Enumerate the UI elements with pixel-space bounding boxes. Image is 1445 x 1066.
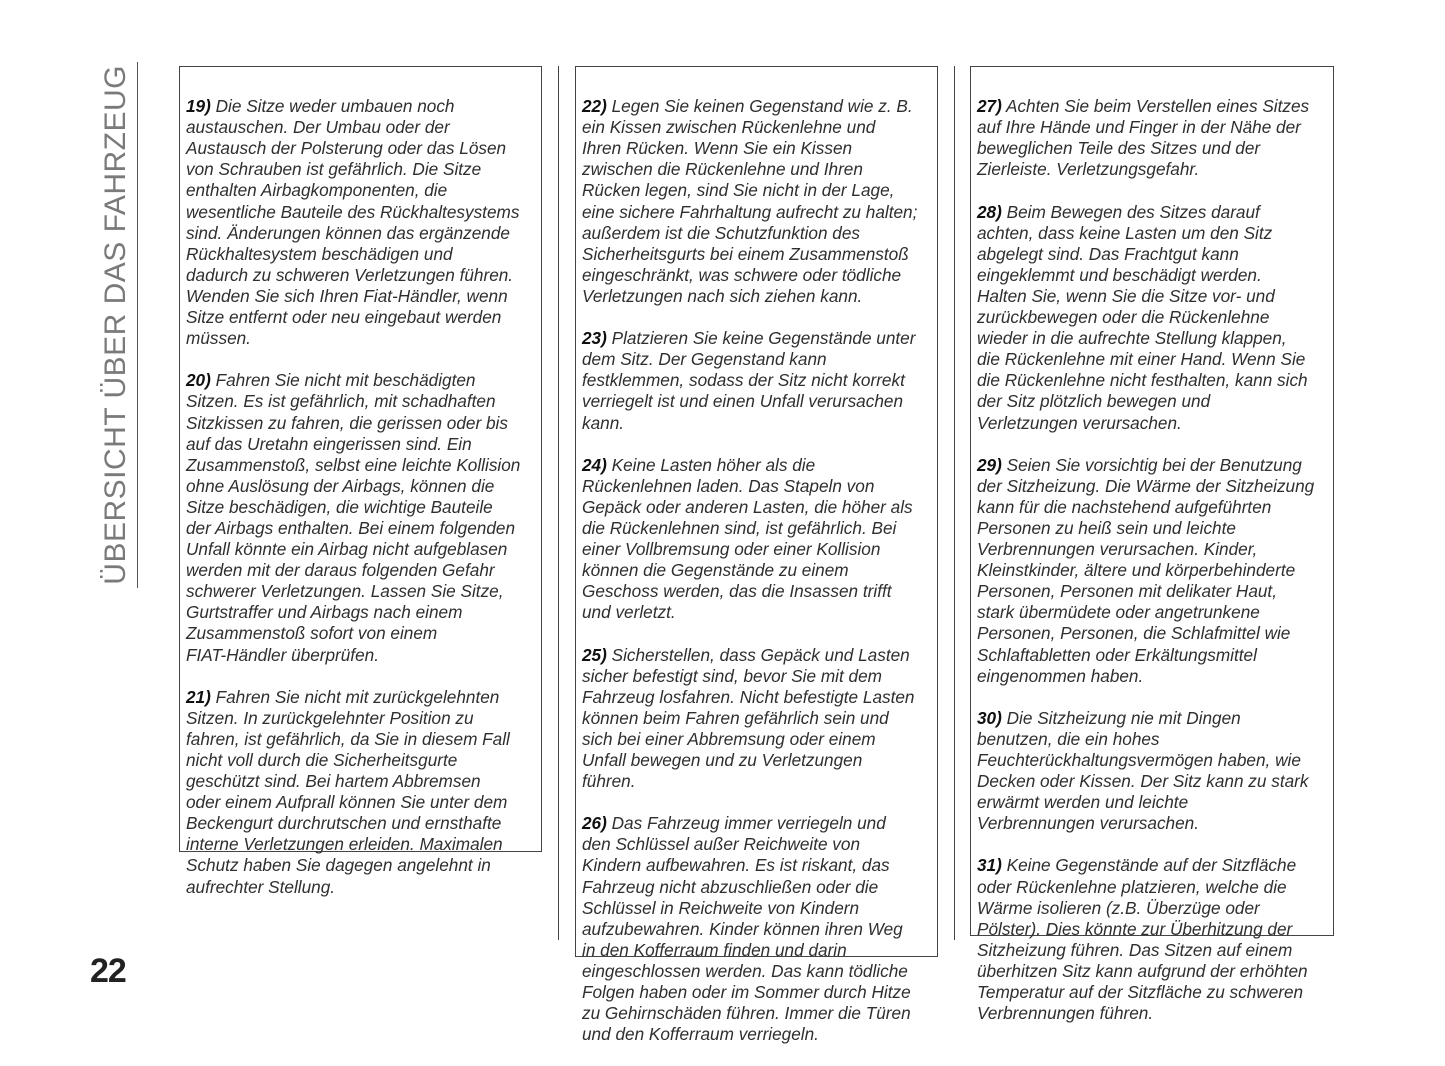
warning-text: Die Sitzheizung nie mit Dingen benutzen, die ein hohes Feuchterückhaltungsvermögen haben, wie Decken oder Kissen. Der Sitz kann zu stark erwärmt werden und leichte Verbrennungen verursachen. [977,707,1309,834]
warning-number: 24) [582,454,607,475]
warning-item-20 [186,370,535,665]
page-number: 22 [90,952,126,990]
warning-item-25 [582,645,931,793]
warning-number: 22) [582,96,607,117]
warning-text: Achten Sie beim Verstellen eines Sitzes auf Ihre Hände und Finger in der Nähe der beweglichen Teile des Sitzes und der Zierleiste. Verletzungsgefahr. [977,96,1310,180]
warning-text: Fahren Sie nicht mit beschädigten Sitzen. Es ist gefährlich, mit schadhaften Sitzkissen zu fahren, die gerissen oder bis auf das Uretahn eingerissen sind. Ein Zusammenstoß, selbst eine leichte Kollision ohne Auslösung der Airbags, können die Sitze beschädigen, die wichtige Bauteile der Airbags enthalten. Bei einem folgenden Unfall könnte ein Airbag nicht aufgeblasen werden mit der daraus folgenden Gefahr schwerer Verletzungen. Lassen Sie Sitze, Gurtstraffer und Airbags nach einem Zusammenstoß sofort von einem FIAT-Händler überprüfen. [186,370,521,665]
warning-number: 29) [977,454,1002,475]
warning-text: Keine Lasten höher als die Rückenlehnen laden. Das Stapeln von Gepäck oder anderen Lasten, die höher als die Rückenlehnen sind, ist gefährlich. Bei einer Vollbremsung oder einer Kollision können die Gegenstände zu einem Geschoss werden, das die Insassen trifft und verletzt. [582,454,913,623]
warning-text: Fahren Sie nicht mit zurückgelehnten Sitzen. In zurückgelehnter Position zu fahren, ist gefährlich, da Sie in diesem Fall nicht voll durch die Sicherheitsgurte geschützt sind. Bei hartem Abbremsen oder einem Aufprall können Sie unter dem Beckengurt durchrutschen und ernsthafte interne Verletzungen erleiden. Maximalen Schutz haben Sie dagegen angelehnt in aufrechter Stellung. [186,686,510,897]
warning-item-31 [977,855,1327,1024]
warning-box-column-2 [575,66,938,1045]
section-title-vertical [92,62,140,588]
warning-list [582,75,931,1066]
warning-number: 19) [186,96,211,117]
column-divider-2 [954,66,955,940]
warning-text: Sicherstellen, dass Gepäck und Lasten sicher befestigt sind, bevor Sie mit dem Fahrzeug losfahren. Nicht befestigte Lasten können beim Fahren gefährlich sein und sich bei einer Abbremsung oder einem Unfall bewegen und zu Verletzungen führen. [582,644,915,792]
warning-number: 31) [977,855,1002,876]
warning-text: Legen Sie keinen Gegenstand wie z. B. ein Kissen zwischen Rückenlehne und Ihren Rücken. Wenn Sie ein Kissen zwischen die Rückenlehne und Ihren Rücken legen, sind Sie nicht in der Lage, eine sichere Fahrhaltung aufrecht zu halten; außerdem ist die Schutzfunktion des Sicherheitsgurts bei einem Zusammenstoß eingeschränkt, was schwere oder tödliche Verletzungen nach sich ziehen kann. [582,96,918,306]
warning-item-24 [582,455,931,624]
section-title-text: ÜBERSICHT ÜBER DAS FAHRZEUG [99,65,132,585]
warning-box-column-3 [970,66,1334,1024]
warning-number: 23) [582,328,607,349]
warning-item-23 [582,328,931,433]
warning-item-22 [582,96,931,307]
warning-item-30 [977,708,1327,835]
warning-number: 27) [977,96,1002,117]
column-divider-1 [558,66,559,940]
warning-list [186,75,535,919]
warning-item-19 [186,96,535,349]
warning-item-27 [977,96,1327,180]
warning-number: 30) [977,707,1002,728]
warning-item-28 [977,202,1327,434]
warning-number: 26) [582,813,607,834]
warning-box-column-1 [179,66,542,897]
warning-number: 28) [977,201,1002,222]
warning-text: Platzieren Sie keine Gegenstände unter dem Sitz. Der Gegenstand kann festklemmen, sodass der Sitz nicht korrekt verriegelt ist und einen Unfall verursachen kann. [582,328,916,433]
warning-text: Keine Gegenstände auf der Sitzfläche oder Rückenlehne platzieren, welche die Wärme isolieren (z.B. Überzüge oder Pölster). Dies könnte zur Überhitzung der Sitzheizung führen. Das Sitzen auf einem überhitzen Sitz kann aufgrund der erhöhten Temperatur auf der Sitzfläche zu schweren Verbrennungen führen. [977,855,1308,1024]
warning-item-29 [977,455,1327,687]
warning-text: Beim Bewegen des Sitzes darauf achten, dass keine Lasten um den Sitz abgelegt sind. Das Frachtgut kann eingeklemmt und beschädigt werden. Halten Sie, wenn Sie die Sitze vor- und zurückbewegen oder die Rückenlehne wieder in die aufrechte Stellung klappen, die Rückenlehne mit einer Hand. Wenn Sie die Rückenlehne nicht festhalten, kann sich der Sitz plötzlich bewegen und Verletzungen verursachen. [977,201,1308,433]
warning-number: 20) [186,370,211,391]
warning-text: Die Sitze weder umbauen noch austauschen. Der Umbau oder der Austausch der Polsterung oder das Lösen von Schrauben ist gefährlich. Die Sitze enthalten Airbagkomponenten, die wesentliche Bauteile des Rückhaltesystems sind. Änderungen können das ergänzende Rückhaltesystem beschädigen und dadurch zu schweren Verletzungen führen. Wenden Sie sich Ihren Fiat-Händler, wenn Sitze entfernt oder neu eingebaut werden müssen. [186,96,520,349]
section-title-rule [137,62,138,588]
warning-text: Seien Sie vorsichtig bei der Benutzung der Sitzheizung. Die Wärme der Sitzheizung kann für die nachstehend aufgeführten Personen zu heiß sein und leichte Verbrennungen verursachen. Kinder, Kleinstkinder, ältere und körperbehinderte Personen, Personen mit delikater Haut, stark übermüdete oder angetrunkene Personen, Personen, die Schlafmittel wie Schlaftabletten oder Erkältungsmittel eingenommen haben. [977,454,1315,686]
warning-number: 21) [186,686,211,707]
warning-list [977,75,1327,1045]
warning-text: Das Fahrzeug immer verriegeln und den Schlüssel außer Reichweite von Kindern aufbewahren. Es ist riskant, das Fahrzeug nicht abzuschließen oder die Schlüssel in Reichweite von Kindern aufzubewahren. Kinder können ihren Weg in den Kofferraum finden und darin eingeschlossen werden. Das kann tödliche Folgen haben oder im Sommer durch Hitze zu Gehirnschäden führen. Immer die Türen und den Kofferraum verriegeln. [582,813,911,1045]
warning-item-26 [582,813,931,1045]
warning-number: 25) [582,644,607,665]
warning-item-21 [186,687,535,898]
